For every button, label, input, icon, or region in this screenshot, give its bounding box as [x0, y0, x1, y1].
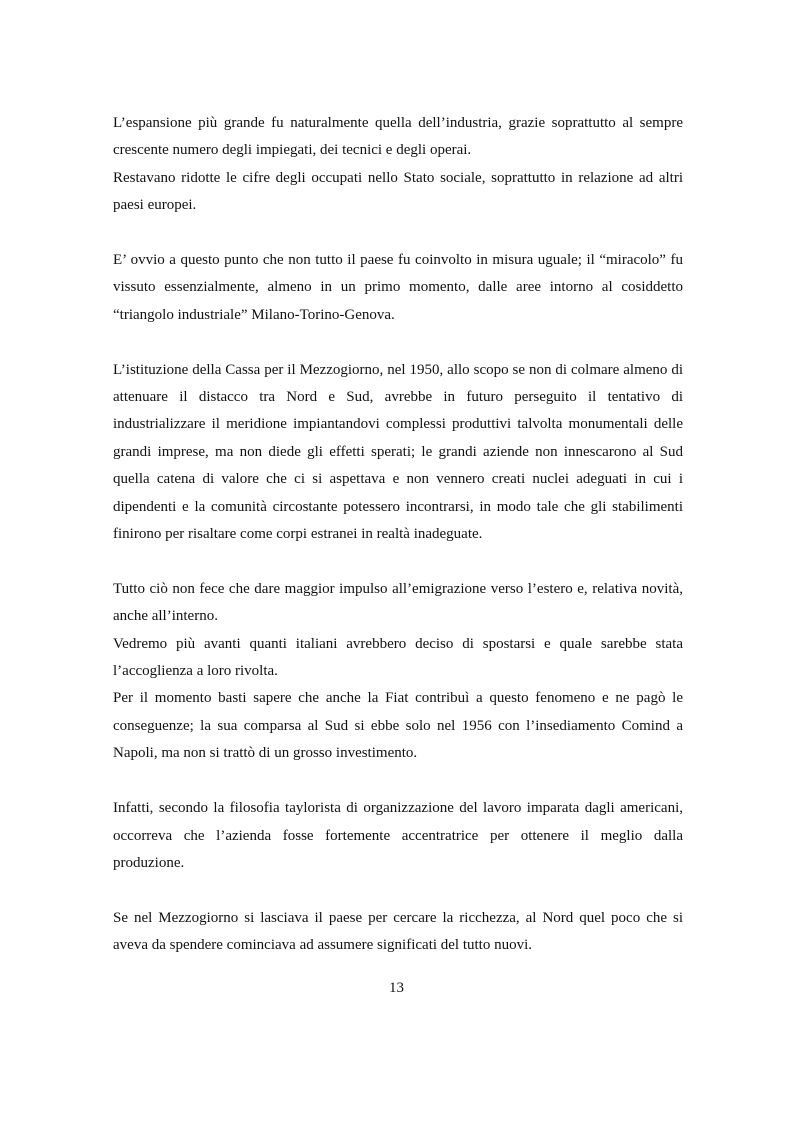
- text-line: Infatti, secondo la filosofia taylorista di organizzazione del lavoro imparata dagli americani,: [113, 800, 683, 817]
- paragraph-2: [113, 247, 683, 329]
- paragraph-1: [113, 110, 683, 220]
- paragraph-3: [113, 357, 683, 549]
- text-line: E’ ovvio a questo punto che non tutto il paese fu coinvolto in misura uguale; il “miracolo” fu: [113, 252, 683, 269]
- text-line: occorreva che l’azienda fosse fortemente accentratrice per ottenere il meglio dalla: [113, 827, 683, 844]
- text-line: crescente numero degli impiegati, dei tecnici e degli operai.: [113, 142, 472, 159]
- text-line: anche all’interno.: [113, 608, 218, 625]
- text-line: vissuto essenzialmente, almeno in un primo momento, dalle aree intorno al cosiddetto: [113, 279, 683, 296]
- text-line: grandi imprese, ma non diede gli effetti sperati; le grandi aziende non innescarono al Sud: [113, 443, 683, 460]
- text-line: Se nel Mezzogiorno si lasciava il paese per cercare la ricchezza, al Nord quel poco che si: [113, 909, 683, 926]
- paragraph-5: [113, 795, 683, 877]
- text-line: paesi europei.: [113, 197, 197, 214]
- text-line: industrializzare il meridione impiantandovi complessi produttivi talvolta monumentali delle: [113, 416, 683, 433]
- text-line: dipendenti e la comunità circostante potessero incontrarsi, in modo tale che gli stabilimenti: [113, 498, 683, 515]
- text-line: Restavano ridotte le cifre degli occupati nello Stato sociale, soprattutto in relazione ad altri: [113, 169, 683, 186]
- body-text: [113, 110, 683, 987]
- text-line: produzione.: [113, 854, 185, 871]
- text-line: L’istituzione della Cassa per il Mezzogiorno, nel 1950, allo scopo se non di colmare almeno di: [113, 361, 683, 378]
- text-line: finirono per risaltare come corpi estranei in realtà inadeguate.: [113, 526, 483, 543]
- page-number: 13: [389, 980, 404, 996]
- paragraph-6: [113, 905, 683, 960]
- text-line: attenuare il distacco tra Nord e Sud, avrebbe in futuro perseguito il tentativo di: [113, 389, 683, 406]
- text-line: Napoli, ma non si trattò di un grosso investimento.: [113, 745, 418, 762]
- text-line: Per il momento basti sapere che anche la Fiat contribuì a questo fenomeno e ne pagò le: [113, 690, 683, 707]
- text-line: Vedremo più avanti quanti italiani avrebbero deciso di spostarsi e quale sarebbe stata: [113, 635, 683, 652]
- text-line: conseguenze; la sua comparsa al Sud si ebbe solo nel 1956 con l’insediamento Comind a: [113, 717, 683, 734]
- text-line: l’accoglienza a loro rivolta.: [113, 663, 278, 680]
- text-line: L’espansione più grande fu naturalmente quella dell’industria, grazie soprattutto al sempre: [113, 115, 683, 131]
- text-line: “triangolo industriale” Milano-Torino-Genova.: [113, 306, 395, 323]
- text-line: Tutto ciò non fece che dare maggior impulso all’emigrazione verso l’estero e, relativa novità,: [113, 580, 683, 597]
- text-line: aveva da spendere cominciava ad assumere significati del tutto nuovi.: [113, 937, 533, 954]
- paragraph-4: [113, 576, 683, 768]
- text-line: quella catena di valore che ci si aspettava e non vennero creati nuclei adeguati in cui i: [113, 471, 683, 488]
